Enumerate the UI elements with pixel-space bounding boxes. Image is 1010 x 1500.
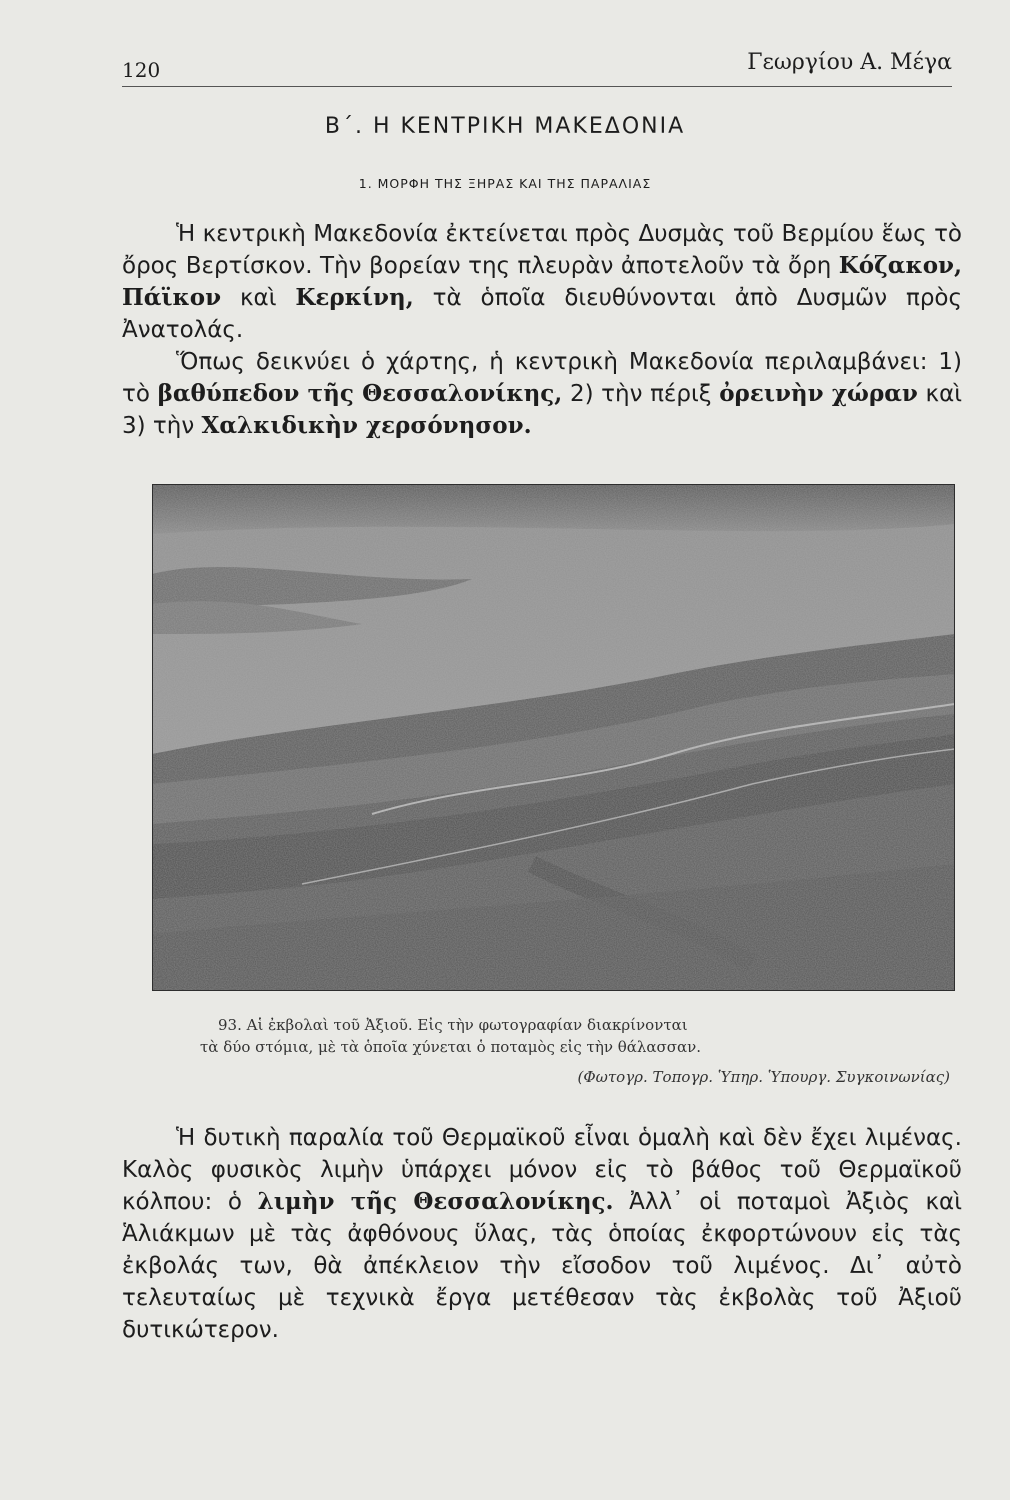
text-run: Ὅπως δεικνύει ὁ χάρτης, ἡ κεντρικὴ Μακεδονία περιλαμβάνει: 1) τὸ <box>122 349 962 407</box>
bold-term: ὀρεινὴν χώραν <box>719 380 918 407</box>
text-run: καὶ 3) τὴν <box>122 381 963 439</box>
body-text-top <box>122 218 962 442</box>
text-run: τὰ ὁποῖα διευθύνονται ἀπὸ Δυσμῶν πρὸς Ἀνατολάς. <box>122 285 962 343</box>
paragraph <box>122 1122 962 1346</box>
bold-term: Χαλκιδικὴν χερσόνησον. <box>201 412 532 439</box>
bold-term: Κερκίνη, <box>295 284 414 311</box>
bold-term: Κόζακον, Πάϊκον <box>122 252 962 311</box>
text-run: καὶ <box>221 285 296 311</box>
photo-credit: (Φωτογρ. Τοπογρ. Ὑπηρ. Ὑπουργ. Συγκοινωνίας) <box>577 1068 950 1086</box>
bold-term: λιμὴν τῆς Θεσσαλονίκης. <box>257 1188 614 1215</box>
body-text-bottom <box>122 1122 962 1346</box>
paragraph <box>122 346 962 442</box>
section-title: 1. ΜΟΡΦΗ ΤΗΣ ΞΗΡΑΣ ΚΑΙ ΤΗΣ ΠΑΡΑΛΙΑΣ <box>358 176 652 191</box>
caption-line: 93. Αἱ ἐκβολαὶ τοῦ Ἀξιοῦ. Εἰς τὴν φωτογραφίαν διακρίνονται <box>218 1016 688 1034</box>
running-head: Γεωργίου Α. Μέγα <box>747 50 952 75</box>
caption-line: τὰ δύο στόμια, μὲ τὰ ὁποῖα χύνεται ὁ ποταμὸς εἰς τὴν θάλασσαν. <box>200 1038 701 1056</box>
text-run: Ἀλλ᾽ οἱ ποταμοὶ Ἀξιὸς καὶ Ἁλιάκμων μὲ τὰς ἀφθόνους ὕλας, τὰς ὁποίας ἐκφορτώνουν εἰς τὰς ἐκβολάς των, θὰ ἀπέκλειον τὴν εἴσοδον τοῦ λιμένος. Δι᾽ αὐτὸ τελευταίως μὲ τεχνικὰ ἔργα μετέθεσαν τὰς ἐκβολὰς τοῦ Ἀξιοῦ δυτικώτερον. <box>122 1189 962 1343</box>
figure-caption <box>200 1014 940 1058</box>
text-run: 2) τὴν πέριξ <box>562 381 720 407</box>
chapter-title: Β΄. Η ΚΕΝΤΡΙΚΗ ΜΑΚΕΔΟΝΙΑ <box>324 114 686 139</box>
text-run: Ἡ δυτικὴ παραλία τοῦ Θερμαϊκοῦ εἶναι ὁμαλὴ καὶ δὲν ἔχει λιμένας. Καλὸς φυσικὸς λιμὴν ὑπάρχει μόνον εἰς τὸ βάθος τοῦ Θερμαϊκοῦ κόλπου: ὁ <box>122 1125 962 1215</box>
page-number: 120 <box>122 58 161 82</box>
page-header <box>122 40 952 87</box>
bold-term: βαθύπεδον τῆς Θεσσαλονίκης, <box>157 380 563 407</box>
photo-axios-river-mouth <box>152 484 955 991</box>
text-run: Ἡ κεντρικὴ Μακεδονία ἐκτείνεται πρὸς Δυσμὰς τοῦ Βερμίου ἕως τὸ ὄρος Βερτίσκον. Τὴν βορείαν της πλευρὰν ἀποτελοῦν τὰ ὄρη <box>122 221 962 279</box>
paragraph <box>122 218 962 346</box>
